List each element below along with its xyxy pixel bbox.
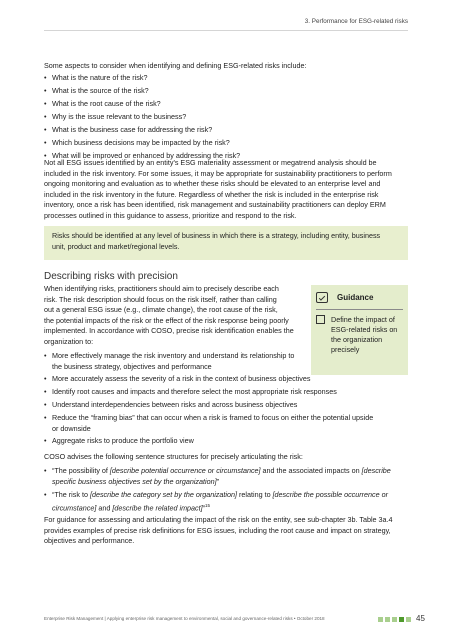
list-item: • What is the business case for addressing the risk? bbox=[44, 125, 213, 134]
list-item: • “The risk to [describe the category set by the organization] relating to [describe the possible occurrence or bbox=[44, 490, 389, 499]
footer-square-icon bbox=[378, 617, 383, 622]
list-item: • Why is the issue relevant to the business? bbox=[44, 112, 187, 121]
guidance-text: Define the impact of ESG-related risks on the organization precisely bbox=[331, 315, 398, 354]
list-item-cont: or downside bbox=[52, 423, 91, 433]
running-header: 3. Performance for ESG-related risks bbox=[304, 18, 408, 25]
footer-text: Enterprise Risk Management | Applying enterprise risk management to environmental, social and governance-related risks • October 2018 bbox=[44, 616, 325, 621]
list-item: • “The possibility of [describe potential occurrence or circumstance] and the associated impacts on [describe bbox=[44, 466, 391, 475]
list-item: • Reduce the “framing bias” that can occur when a risk is framed to focus on either the potential upside bbox=[44, 413, 374, 422]
list-item: • Which business decisions may be impacted by the risk? bbox=[44, 138, 230, 147]
page-number: 45 bbox=[416, 614, 425, 623]
callout-box bbox=[44, 226, 408, 260]
footnote-ref[interactable]: 15 bbox=[205, 502, 211, 508]
header-divider bbox=[44, 30, 408, 31]
guidance-divider bbox=[316, 309, 403, 310]
list-item: • What is the root cause of the risk? bbox=[44, 99, 161, 108]
checkbox-icon bbox=[316, 292, 328, 303]
list-item: • More accurately assess the severity of a risk in the context of business objectives bbox=[44, 374, 311, 383]
list-item: • What is the source of the risk? bbox=[44, 86, 149, 95]
intro-text: Some aspects to consider when identifying and defining ESG-related risks include: bbox=[44, 61, 307, 70]
list-item: • Understand interdependencies between risks and across business objectives bbox=[44, 400, 298, 409]
footer-square-icon-active bbox=[399, 617, 404, 622]
callout-text: Risks should be identified at any level of business in which there is a strategy, including entity, business unit, product and market/regional levels. bbox=[52, 231, 381, 251]
empty-checkbox-icon bbox=[316, 315, 325, 324]
guidance-title: Guidance bbox=[337, 293, 374, 302]
list-item-cont: specific business objectives set by the organization]” bbox=[52, 476, 220, 486]
section-heading: Describing risks with precision bbox=[44, 271, 178, 282]
footer-square-icon bbox=[385, 617, 390, 622]
guidance-box bbox=[311, 285, 408, 375]
list-item: • What will be improved or enhanced by addressing the risk? bbox=[44, 151, 241, 160]
list-item: • What is the nature of the risk? bbox=[44, 73, 148, 82]
coso-intro: COSO advises the following sentence structures for precisely articulating the risk: bbox=[44, 452, 303, 461]
footer-square-icon bbox=[406, 617, 411, 622]
list-item-cont: circumstance] and [describe the related impact]”$^{15}$ bbox=[52, 502, 211, 512]
list-item: • More effectively manage the risk inventory and understand its relationship to bbox=[44, 351, 295, 360]
footer-square-icon bbox=[392, 617, 397, 622]
list-item-cont: the business strategy, objectives and performance bbox=[52, 361, 212, 371]
list-item: • Aggregate risks to produce the portfolio view bbox=[44, 436, 194, 445]
list-item: • Identify root causes and impacts and therefore select the most appropriate risk responses bbox=[44, 387, 337, 396]
